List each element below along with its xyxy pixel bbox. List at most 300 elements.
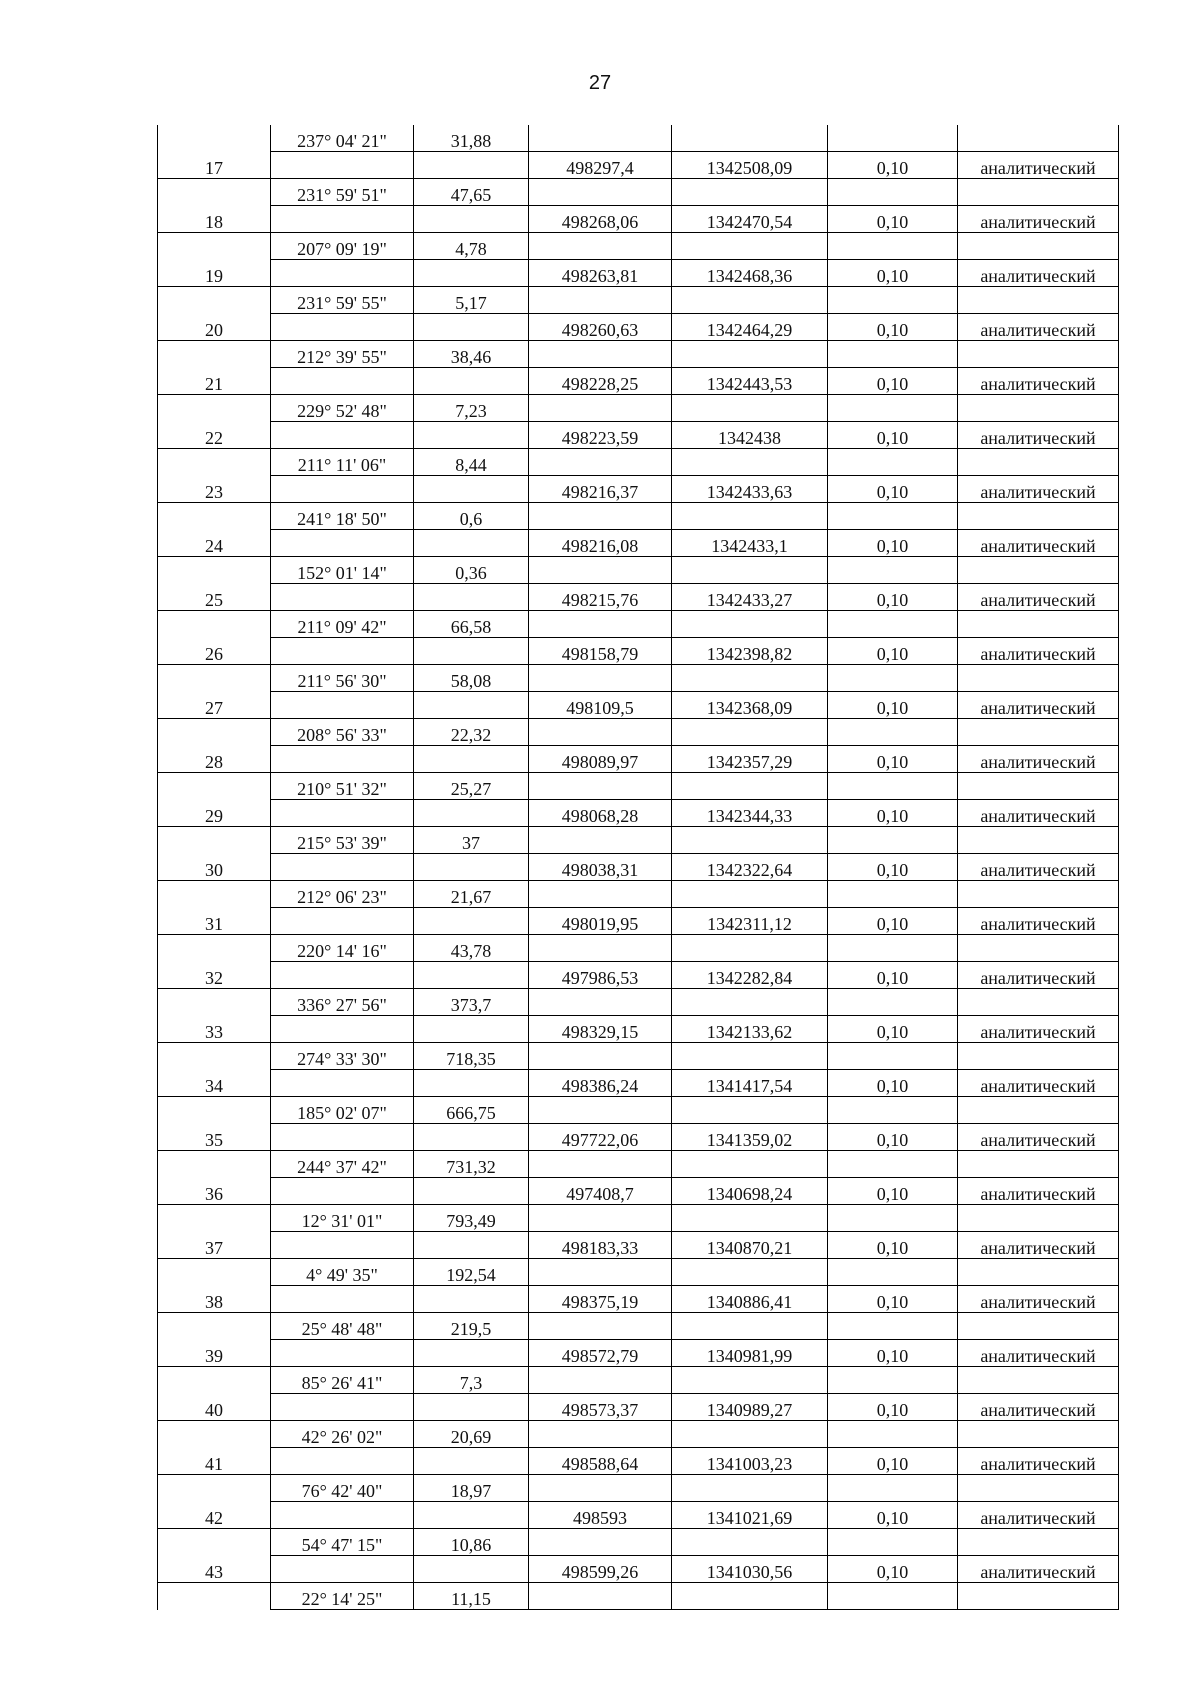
coordinate-x-cell <box>529 1097 672 1124</box>
direction-angle-cell <box>271 1232 414 1259</box>
coordinate-x-cell <box>529 719 672 746</box>
coordinate-x-cell: 498593 <box>529 1502 672 1529</box>
coordinate-x-cell: 498215,76 <box>529 584 672 611</box>
distance-cell <box>414 1340 529 1367</box>
method-cell: аналитический <box>958 152 1119 179</box>
point-number-cell <box>158 1313 271 1340</box>
coordinate-x-cell <box>529 665 672 692</box>
accuracy-cell: 0,10 <box>828 530 958 557</box>
distance-cell: 0,36 <box>414 557 529 584</box>
direction-angle-cell: 211° 11' 06" <box>271 449 414 476</box>
coordinate-y-cell: 1342438 <box>672 422 828 449</box>
accuracy-cell: 0,10 <box>828 908 958 935</box>
method-cell: аналитический <box>958 1286 1119 1313</box>
coordinate-x-cell: 498068,28 <box>529 800 672 827</box>
accuracy-cell: 0,10 <box>828 1124 958 1151</box>
coordinate-x-cell <box>529 557 672 584</box>
point-number-cell: 33 <box>158 1016 271 1043</box>
point-number-cell <box>158 341 271 368</box>
method-cell <box>958 1475 1119 1502</box>
direction-angle-cell <box>271 422 414 449</box>
point-number-cell <box>158 1421 271 1448</box>
point-row <box>158 530 1119 557</box>
coordinate-x-cell: 498019,95 <box>529 908 672 935</box>
direction-angle-cell: 54° 47' 15" <box>271 1529 414 1556</box>
accuracy-cell <box>828 881 958 908</box>
direction-angle-cell <box>271 476 414 503</box>
direction-angle-cell <box>271 1502 414 1529</box>
accuracy-cell: 0,10 <box>828 1556 958 1583</box>
accuracy-cell <box>828 1475 958 1502</box>
method-cell <box>958 1529 1119 1556</box>
method-cell: аналитический <box>958 1556 1119 1583</box>
distance-cell <box>414 1556 529 1583</box>
point-number-cell <box>158 233 271 260</box>
direction-angle-cell: 220° 14' 16" <box>271 935 414 962</box>
method-cell <box>958 503 1119 530</box>
distance-cell: 666,75 <box>414 1097 529 1124</box>
distance-cell: 38,46 <box>414 341 529 368</box>
accuracy-cell: 0,10 <box>828 1340 958 1367</box>
coordinate-y-cell <box>672 449 828 476</box>
accuracy-cell: 0,10 <box>828 422 958 449</box>
point-row <box>158 1448 1119 1475</box>
method-cell: аналитический <box>958 1340 1119 1367</box>
accuracy-cell: 0,10 <box>828 1448 958 1475</box>
coordinate-y-cell <box>672 1475 828 1502</box>
point-number-cell <box>158 881 271 908</box>
coordinate-x-cell <box>529 881 672 908</box>
coordinate-y-cell: 1342468,36 <box>672 260 828 287</box>
coordinate-x-cell <box>529 449 672 476</box>
accuracy-cell: 0,10 <box>828 1232 958 1259</box>
segment-row <box>158 1475 1119 1502</box>
coordinate-y-cell <box>672 719 828 746</box>
coordinate-y-cell <box>672 395 828 422</box>
page-number: 27 <box>588 72 612 94</box>
point-number-cell: 36 <box>158 1178 271 1205</box>
accuracy-cell: 0,10 <box>828 152 958 179</box>
distance-cell <box>414 530 529 557</box>
accuracy-cell <box>828 557 958 584</box>
accuracy-cell <box>828 1259 958 1286</box>
direction-angle-cell <box>271 314 414 341</box>
point-row <box>158 314 1119 341</box>
segment-row <box>158 827 1119 854</box>
coordinate-x-cell <box>529 1475 672 1502</box>
method-cell <box>958 1313 1119 1340</box>
distance-cell: 25,27 <box>414 773 529 800</box>
coordinate-x-cell <box>529 233 672 260</box>
distance-cell <box>414 152 529 179</box>
coordinate-x-cell: 498228,25 <box>529 368 672 395</box>
distance-cell: 731,32 <box>414 1151 529 1178</box>
point-row <box>158 260 1119 287</box>
distance-cell <box>414 368 529 395</box>
coordinate-x-cell: 498572,79 <box>529 1340 672 1367</box>
direction-angle-cell: 241° 18' 50" <box>271 503 414 530</box>
direction-angle-cell <box>271 152 414 179</box>
direction-angle-cell <box>271 368 414 395</box>
direction-angle-cell: 207° 09' 19" <box>271 233 414 260</box>
method-cell: аналитический <box>958 314 1119 341</box>
distance-cell: 58,08 <box>414 665 529 692</box>
segment-row <box>158 1583 1119 1610</box>
point-number-cell <box>158 827 271 854</box>
segment-row <box>158 1259 1119 1286</box>
direction-angle-cell <box>271 260 414 287</box>
coordinate-x-cell <box>529 341 672 368</box>
coordinate-y-cell: 1342368,09 <box>672 692 828 719</box>
coordinate-y-cell <box>672 989 828 1016</box>
direction-angle-cell: 336° 27' 56" <box>271 989 414 1016</box>
point-number-cell <box>158 503 271 530</box>
distance-cell <box>414 206 529 233</box>
coordinate-y-cell <box>672 233 828 260</box>
segment-row <box>158 503 1119 530</box>
accuracy-cell <box>828 1313 958 1340</box>
coordinate-x-cell <box>529 773 672 800</box>
direction-angle-cell: 152° 01' 14" <box>271 557 414 584</box>
distance-cell <box>414 584 529 611</box>
method-cell: аналитический <box>958 908 1119 935</box>
segment-row <box>158 1097 1119 1124</box>
point-number-cell <box>158 1529 271 1556</box>
coordinate-y-cell: 1342311,12 <box>672 908 828 935</box>
accuracy-cell <box>828 989 958 1016</box>
accuracy-cell <box>828 503 958 530</box>
method-cell: аналитический <box>958 1232 1119 1259</box>
distance-cell <box>414 260 529 287</box>
distance-cell: 21,67 <box>414 881 529 908</box>
coordinate-y-cell: 1341021,69 <box>672 1502 828 1529</box>
point-number-cell <box>158 179 271 206</box>
method-cell <box>958 287 1119 314</box>
coordinate-x-cell <box>529 179 672 206</box>
distance-cell <box>414 1016 529 1043</box>
point-row <box>158 1286 1119 1313</box>
direction-angle-cell <box>271 638 414 665</box>
point-number-cell: 17 <box>158 152 271 179</box>
coordinate-y-cell: 1340981,99 <box>672 1340 828 1367</box>
coordinate-y-cell: 1342398,82 <box>672 638 828 665</box>
distance-cell: 7,23 <box>414 395 529 422</box>
point-number-cell: 24 <box>158 530 271 557</box>
method-cell <box>958 1367 1119 1394</box>
coordinate-x-cell: 497722,06 <box>529 1124 672 1151</box>
method-cell: аналитический <box>958 1448 1119 1475</box>
point-number-cell <box>158 125 271 152</box>
coordinate-x-cell <box>529 1205 672 1232</box>
coordinate-y-cell: 1342464,29 <box>672 314 828 341</box>
direction-angle-cell: 12° 31' 01" <box>271 1205 414 1232</box>
point-number-cell <box>158 989 271 1016</box>
point-number-cell <box>158 665 271 692</box>
method-cell <box>958 773 1119 800</box>
point-row <box>158 1178 1119 1205</box>
accuracy-cell <box>828 827 958 854</box>
direction-angle-cell <box>271 1070 414 1097</box>
method-cell: аналитический <box>958 1178 1119 1205</box>
direction-angle-cell: 76° 42' 40" <box>271 1475 414 1502</box>
direction-angle-cell <box>271 584 414 611</box>
direction-angle-cell: 211° 09' 42" <box>271 611 414 638</box>
coordinate-x-cell <box>529 503 672 530</box>
coordinate-y-cell <box>672 1205 828 1232</box>
method-cell: аналитический <box>958 800 1119 827</box>
direction-angle-cell: 231° 59' 55" <box>271 287 414 314</box>
direction-angle-cell: 229° 52' 48" <box>271 395 414 422</box>
segment-row <box>158 611 1119 638</box>
coordinate-y-cell: 1340989,27 <box>672 1394 828 1421</box>
direction-angle-cell: 274° 33' 30" <box>271 1043 414 1070</box>
point-row <box>158 476 1119 503</box>
distance-cell <box>414 1502 529 1529</box>
segment-row <box>158 1529 1119 1556</box>
coordinate-y-cell <box>672 1421 828 1448</box>
distance-cell: 31,88 <box>414 125 529 152</box>
coordinate-y-cell <box>672 341 828 368</box>
coordinate-x-cell: 498375,19 <box>529 1286 672 1313</box>
direction-angle-cell <box>271 1286 414 1313</box>
coordinate-y-cell <box>672 1097 828 1124</box>
point-number-cell: 41 <box>158 1448 271 1475</box>
method-cell <box>958 1421 1119 1448</box>
segment-row <box>158 1313 1119 1340</box>
coordinate-y-cell <box>672 935 828 962</box>
distance-cell <box>414 962 529 989</box>
direction-angle-cell <box>271 1178 414 1205</box>
direction-angle-cell: 185° 02' 07" <box>271 1097 414 1124</box>
distance-cell: 11,15 <box>414 1583 529 1610</box>
point-number-cell: 42 <box>158 1502 271 1529</box>
coordinate-x-cell <box>529 1043 672 1070</box>
direction-angle-cell: 42° 26' 02" <box>271 1421 414 1448</box>
method-cell <box>958 449 1119 476</box>
method-cell: аналитический <box>958 368 1119 395</box>
segment-row <box>158 341 1119 368</box>
coordinate-y-cell <box>672 1529 828 1556</box>
accuracy-cell <box>828 611 958 638</box>
coordinate-x-cell <box>529 125 672 152</box>
segment-row <box>158 449 1119 476</box>
coordinate-x-cell: 498216,08 <box>529 530 672 557</box>
accuracy-cell: 0,10 <box>828 476 958 503</box>
coordinate-y-cell: 1342344,33 <box>672 800 828 827</box>
point-row <box>158 1556 1119 1583</box>
coordinate-y-cell: 1340886,41 <box>672 1286 828 1313</box>
coordinate-x-cell: 498599,26 <box>529 1556 672 1583</box>
accuracy-cell: 0,10 <box>828 260 958 287</box>
coordinate-x-cell <box>529 395 672 422</box>
distance-cell <box>414 1232 529 1259</box>
distance-cell <box>414 638 529 665</box>
coordinate-y-cell <box>672 1151 828 1178</box>
distance-cell: 43,78 <box>414 935 529 962</box>
point-row <box>158 854 1119 881</box>
point-row <box>158 1070 1119 1097</box>
accuracy-cell: 0,10 <box>828 584 958 611</box>
coordinate-x-cell: 498263,81 <box>529 260 672 287</box>
coordinate-x-cell: 498386,24 <box>529 1070 672 1097</box>
direction-angle-cell: 231° 59' 51" <box>271 179 414 206</box>
table-body <box>158 125 1119 1610</box>
distance-cell <box>414 1448 529 1475</box>
method-cell <box>958 989 1119 1016</box>
point-number-cell: 20 <box>158 314 271 341</box>
coordinate-x-cell: 498268,06 <box>529 206 672 233</box>
segment-row <box>158 989 1119 1016</box>
point-number-cell <box>158 1043 271 1070</box>
direction-angle-cell: 208° 56' 33" <box>271 719 414 746</box>
distance-cell: 718,35 <box>414 1043 529 1070</box>
accuracy-cell <box>828 773 958 800</box>
accuracy-cell <box>828 125 958 152</box>
point-number-cell <box>158 1583 271 1610</box>
distance-cell <box>414 1394 529 1421</box>
method-cell: аналитический <box>958 260 1119 287</box>
segment-row <box>158 665 1119 692</box>
method-cell: аналитический <box>958 1070 1119 1097</box>
segment-row <box>158 1151 1119 1178</box>
method-cell: аналитический <box>958 530 1119 557</box>
accuracy-cell: 0,10 <box>828 1286 958 1313</box>
method-cell: аналитический <box>958 962 1119 989</box>
coordinate-y-cell <box>672 1043 828 1070</box>
coordinate-x-cell: 498297,4 <box>529 152 672 179</box>
coordinate-y-cell: 1342508,09 <box>672 152 828 179</box>
coordinate-x-cell <box>529 935 672 962</box>
point-number-cell <box>158 1259 271 1286</box>
coordinate-y-cell <box>672 665 828 692</box>
point-row <box>158 962 1119 989</box>
coordinate-y-cell <box>672 557 828 584</box>
coordinate-y-cell: 1342443,53 <box>672 368 828 395</box>
method-cell: аналитический <box>958 1124 1119 1151</box>
distance-cell: 66,58 <box>414 611 529 638</box>
accuracy-cell <box>828 1367 958 1394</box>
coordinate-y-cell <box>672 611 828 638</box>
segment-row <box>158 557 1119 584</box>
point-number-cell: 30 <box>158 854 271 881</box>
accuracy-cell: 0,10 <box>828 638 958 665</box>
accuracy-cell: 0,10 <box>828 1502 958 1529</box>
segment-row <box>158 125 1119 152</box>
method-cell: аналитический <box>958 854 1119 881</box>
method-cell <box>958 1097 1119 1124</box>
point-number-cell: 29 <box>158 800 271 827</box>
method-cell <box>958 1205 1119 1232</box>
direction-angle-cell: 22° 14' 25" <box>271 1583 414 1610</box>
method-cell: аналитический <box>958 692 1119 719</box>
accuracy-cell: 0,10 <box>828 1394 958 1421</box>
segment-row <box>158 395 1119 422</box>
point-number-cell: 40 <box>158 1394 271 1421</box>
coordinate-x-cell <box>529 1529 672 1556</box>
point-number-cell: 38 <box>158 1286 271 1313</box>
coordinate-x-cell: 498588,64 <box>529 1448 672 1475</box>
point-number-cell <box>158 1475 271 1502</box>
direction-angle-cell <box>271 1016 414 1043</box>
accuracy-cell <box>828 1097 958 1124</box>
accuracy-cell <box>828 719 958 746</box>
coordinate-y-cell <box>672 179 828 206</box>
accuracy-cell: 0,10 <box>828 746 958 773</box>
point-number-cell: 27 <box>158 692 271 719</box>
point-row <box>158 1340 1119 1367</box>
point-number-cell: 43 <box>158 1556 271 1583</box>
coordinate-y-cell <box>672 881 828 908</box>
accuracy-cell: 0,10 <box>828 962 958 989</box>
accuracy-cell: 0,10 <box>828 692 958 719</box>
distance-cell: 0,6 <box>414 503 529 530</box>
coordinate-y-cell: 1341417,54 <box>672 1070 828 1097</box>
coordinate-y-cell: 1342433,1 <box>672 530 828 557</box>
distance-cell <box>414 1178 529 1205</box>
point-number-cell: 21 <box>158 368 271 395</box>
distance-cell <box>414 854 529 881</box>
distance-cell: 18,97 <box>414 1475 529 1502</box>
method-cell <box>958 179 1119 206</box>
distance-cell <box>414 800 529 827</box>
point-row <box>158 1232 1119 1259</box>
coordinate-x-cell: 498183,33 <box>529 1232 672 1259</box>
accuracy-cell <box>828 665 958 692</box>
point-row <box>158 584 1119 611</box>
distance-cell <box>414 1286 529 1313</box>
coordinate-x-cell: 498089,97 <box>529 746 672 773</box>
direction-angle-cell <box>271 1340 414 1367</box>
distance-cell <box>414 1124 529 1151</box>
coordinate-x-cell <box>529 989 672 1016</box>
coordinate-y-cell: 1342322,64 <box>672 854 828 881</box>
distance-cell <box>414 422 529 449</box>
point-number-cell: 39 <box>158 1340 271 1367</box>
direction-angle-cell <box>271 854 414 881</box>
direction-angle-cell: 244° 37' 42" <box>271 1151 414 1178</box>
coordinate-y-cell <box>672 827 828 854</box>
method-cell <box>958 395 1119 422</box>
distance-cell: 4,78 <box>414 233 529 260</box>
coordinate-x-cell: 498223,59 <box>529 422 672 449</box>
direction-angle-cell: 237° 04' 21" <box>271 125 414 152</box>
coordinate-y-cell: 1340698,24 <box>672 1178 828 1205</box>
direction-angle-cell <box>271 530 414 557</box>
coordinate-y-cell: 1342470,54 <box>672 206 828 233</box>
direction-angle-cell: 85° 26' 41" <box>271 1367 414 1394</box>
accuracy-cell <box>828 1043 958 1070</box>
accuracy-cell <box>828 935 958 962</box>
accuracy-cell: 0,10 <box>828 314 958 341</box>
direction-angle-cell: 215° 53' 39" <box>271 827 414 854</box>
coordinate-y-cell: 1342133,62 <box>672 1016 828 1043</box>
segment-row <box>158 719 1119 746</box>
point-row <box>158 692 1119 719</box>
distance-cell: 7,3 <box>414 1367 529 1394</box>
point-number-cell <box>158 773 271 800</box>
distance-cell: 373,7 <box>414 989 529 1016</box>
coordinate-x-cell <box>529 827 672 854</box>
point-row <box>158 800 1119 827</box>
point-row <box>158 746 1119 773</box>
distance-cell: 10,86 <box>414 1529 529 1556</box>
coordinate-x-cell: 497408,7 <box>529 1178 672 1205</box>
method-cell: аналитический <box>958 1016 1119 1043</box>
coordinate-y-cell: 1342433,63 <box>672 476 828 503</box>
point-number-cell <box>158 935 271 962</box>
coordinate-x-cell <box>529 1313 672 1340</box>
point-number-cell <box>158 287 271 314</box>
